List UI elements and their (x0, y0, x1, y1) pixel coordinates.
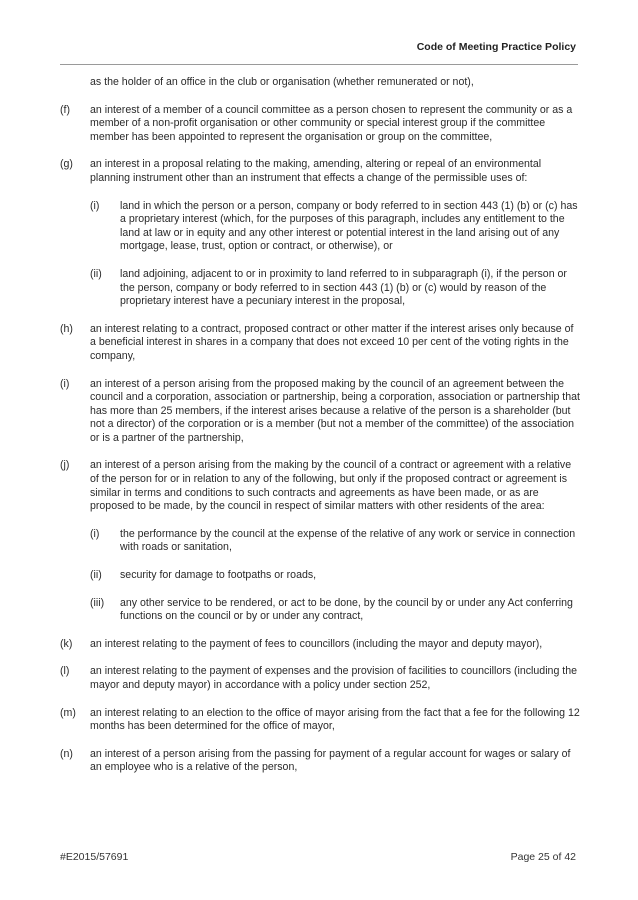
continuation-paragraph: as the holder of an office in the club or organisation (whether remunerated or not), (90, 76, 474, 88)
clause-n (60, 748, 580, 775)
clause-text: an interest of a member of a council committee as a person chosen to represent the community or as a member of a non-profit organisation or other community or special interest group if the committee member has been appointed to represent the organisation or group on the committee, (90, 103, 573, 143)
clause-m (60, 707, 580, 734)
clause-label: (l) (60, 665, 70, 678)
clause-label: (i) (60, 377, 70, 390)
clause-text: an interest relating to a contract, proposed contract or other matter if the interest arises only because of a beneficial interest in shares in a company that does not exceed 10 per cent of the voting rights in the company, (90, 322, 574, 362)
clause-text: an interest in a proposal relating to the making, amending, altering or repeal of an environmental planning instrument other than an instrument that effects a change of the permissible uses of: (90, 158, 542, 184)
subclause-label: (ii) (90, 267, 102, 280)
clause-i (60, 378, 580, 446)
clause-g (60, 158, 580, 308)
clause-text: an interest of a person arising from the passing for payment of a regular account for wages or salary of an employee who is a relative of the person, (90, 747, 571, 774)
clause-text: an interest relating to the payment of fees to councillors (including the mayor and deputy mayor), (90, 637, 543, 650)
subclause-j-i (90, 528, 580, 555)
subclause-text: the performance by the council at the expense of the relative of any work or service in connection with roads or sanitation, (120, 527, 576, 554)
clause-label: (m) (60, 706, 76, 719)
clause-label: (h) (60, 322, 73, 335)
subclause-j-iii (90, 597, 580, 624)
clause-j (60, 459, 580, 623)
subclause-g-i (90, 200, 580, 254)
subclause-label: (i) (90, 527, 100, 540)
subclause-text: land adjoining, adjacent to or in proximity to land referred to in subparagraph (i), if the person or the person, company or body referred to in section 443 (1) (b) or (c) would by reason of the proprietary interest have a pecuniary interest in the proposal, (120, 267, 567, 308)
document-title: Code of Meeting Practice Policy (416, 41, 576, 53)
clause-text: an interest of a person arising from the proposed making by the council of an agreement between the council and a corporation, association or partnership, being a corporation, association or partnership that has more than 25 members, if the interest arises because a relative of the person is a shareholder (but not a director) of the corporation or is a member (but not a member of the committee) of the association or is a partner of the partnership, (90, 377, 580, 444)
subclause-label: (ii) (90, 569, 102, 582)
subclause-text: land in which the person or a person, company or body referred to in section 443 (1) (b) or (c) has a proprietary interest (which, for the purposes of this paragraph, includes any entitlement to the land at law or in equity and any other interest or potential interest in the land arising out of any mortgage, lease, trust, option or contract, or otherwise), or (120, 199, 578, 253)
subclause-g-ii (90, 268, 580, 309)
clause-label: (g) (60, 158, 73, 171)
clause-l (60, 665, 580, 692)
clause-h (60, 323, 580, 364)
clause-label: (j) (60, 459, 70, 472)
subclause-label: (iii) (90, 596, 105, 609)
subclause-label: (i) (90, 199, 100, 212)
clause-text: an interest relating to the payment of expenses and the provision of facilities to councillors (including the mayor and deputy mayor) in accordance with a policy under section 252, (90, 665, 578, 691)
clause-f (60, 104, 580, 145)
subclause-j-ii (90, 569, 580, 583)
page-number: Page 25 of 42 (510, 851, 576, 863)
subclause-text: security for damage to footpaths or roads, (120, 569, 317, 582)
header-divider (60, 64, 578, 65)
clause-label: (n) (60, 747, 73, 760)
clause-text: an interest of a person arising from the making by the council of a contract or agreement with a relative of the person for or in relation to any of the following, but only if the proposed contract or agreement is similar in terms and conditions to such contracts and agreements as have been made, or as are proposed to be made, by the council in respect of similar matters with other residents of the area: (90, 459, 572, 513)
subclause-text: any other service to be rendered, or act to be done, by the council by or under any Act conferring functions on the council or by or under any contract, (120, 596, 573, 623)
clause-text: an interest relating to an election to the office of mayor arising from the fact that a fee for the following 12 months has been determined for the office of mayor, (90, 706, 580, 733)
clause-k (60, 638, 580, 652)
clause-label: (k) (60, 637, 73, 650)
clause-label: (f) (60, 103, 70, 116)
document-reference: #E2015/57691 (60, 851, 129, 863)
document-body (60, 76, 580, 789)
